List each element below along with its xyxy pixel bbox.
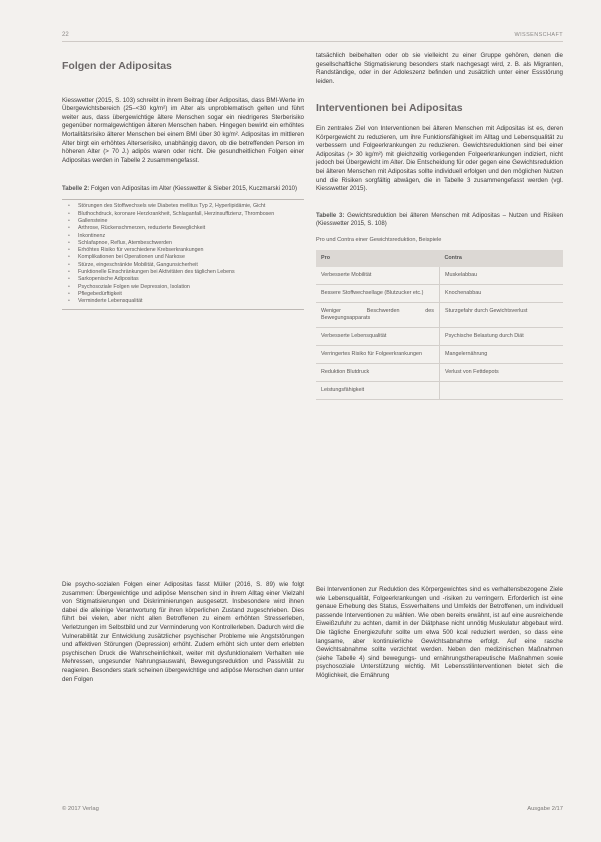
table2-item: • Erhöhtes Risiko für verschiedene Krebserkrankungen bbox=[68, 247, 304, 254]
table3-body bbox=[316, 267, 563, 400]
header-rule bbox=[62, 41, 563, 42]
table3-row bbox=[316, 302, 563, 327]
table3-caption-label: Tabelle 3: bbox=[316, 212, 345, 219]
table3-caption bbox=[316, 212, 563, 228]
table3-cell-contra bbox=[440, 381, 564, 399]
table2-item: • Störungen des Stoffwechsels wie Diabetes mellitus Typ 2, Hyperlipidämie, Gicht bbox=[68, 203, 304, 210]
table3 bbox=[316, 250, 563, 400]
table2-item: • Komplikationen bei Operationen und Narkose bbox=[68, 254, 304, 261]
table2-item: • Verminderte Lebensqualität bbox=[68, 298, 304, 305]
table2-item: • Bluthochdruck, koronare Herzkrankheit, Schlaganfall, Herzinsuffizienz, Thrombosen bbox=[68, 211, 304, 218]
psychosocial-paragraph: Die psycho-sozialen Folgen einer Adipositas fasst Müller (2016, S. 89) wie folgt zusammen: Übergewichtige und adipöse Menschen sind in ihrem Alltag einer Vielzahl von Stigmatisierungen und Diskriminierungen ausgesetzt. Insbesondere wird ihnen dabei die alleinige Verantwortung für ihren körperlichen Zustand zugeschrieben. Dies führt bei vielen, aber nicht allen Betroffenen zu einem erhöhten Stresserleben, Verletzungen im Selbstbild und zur Verminderung von Kontrollerleben. Dadurch wird die Vulnerabilität zur Entwicklung zusätzlicher psychischer Probleme wie Angststörungen und affektiven Störungen (Depression) erhöht. Zudem erhöht sich unter dem erlebten psychischen Druck die Wahrscheinlichkeit, weiter mit dysfunktionalem Verhalten wie Mehressen, ungesunder Nahrungsauswahl, Bewegungsreduktion und Passivität zu reagieren. Besonders stark scheinen übergewichtige und adipöse Menschen dann unter den Folgen bbox=[62, 581, 304, 683]
running-header: WISSENSCHAFT bbox=[514, 32, 563, 38]
table2-caption-text: Folgen von Adipositas im Alter (Kiesswetter & Sieber 2015, Kuczmarski 2010) bbox=[90, 186, 298, 193]
table2-caption bbox=[62, 185, 304, 193]
table2 bbox=[62, 199, 304, 309]
table3-cell-contra: Sturzgefahr durch Gewichtsverlust bbox=[440, 302, 564, 327]
table2-item: • Funktionelle Einschränkungen bei Aktivitäten des täglichen Lebens bbox=[68, 269, 304, 276]
interventions-paragraph: Ein zentrales Ziel von Interventionen bei älteren Menschen mit Adipositas ist es, deren Körpergewicht zu reduzieren, um ihre Funktionsfähigkeit im Alltag und Lebensqualität zu verbessern und Folgeerkrankungen zu reduzieren. Gewichtsreduktionen sind bei einer Adipositas (> 30 kg/m²) mit gleichzeitig vorliegenden Folgeerkrankungen indiziert, nicht jedoch bei Übergewicht im Alter. Die Entscheidung für oder gegen eine Gewichtsreduktion bei älteren Menschen mit Adipositas sollte individuell erfolgen und den möglichen Nutzen und die Risiken sorgfältig abwägen, die in Tabelle 3 zusammengefasst werden (vgl. Kiesswetter 2015). bbox=[316, 124, 563, 193]
table3-row bbox=[316, 327, 563, 345]
table3-row bbox=[316, 345, 563, 363]
table3-cell-pro: Leistungsfähigkeit bbox=[316, 381, 440, 399]
right-column-lower bbox=[316, 586, 563, 681]
table3-cell-pro: Bessere Stoffwechsellage (Blutzucker etc.) bbox=[316, 284, 440, 302]
table3-row bbox=[316, 363, 563, 381]
table2-caption-label: Tabelle 2: bbox=[62, 186, 90, 193]
table2-item: • Psychosoziale Folgen wie Depression, Isolation bbox=[68, 284, 304, 291]
table3-note: Pro und Contra einer Gewichtsreduktion, Beispiele bbox=[316, 236, 442, 243]
intro-paragraph: Kiesswetter (2015, S. 103) schreibt in ihrem Beitrag über Adipositas, dass BMI-Werte im Übergewichtsbereich (25–<30 kg/m²) im Alter als unproblematisch gelten und führt weiter aus, dass übergewichtige ältere Menschen sogar ein niedrigeres Sterberisiko gegenüber normalgewichtigen älteren Menschen haben. Hingegen bewirkt ein erhöhtes Mortalitätsrisiko älterer Menschen bei einem BMI über 30 kg/m². Adipositas im mittleren Alter birgt ein erhöhtes Alterserisiko, unabhängig davon, ob die betreffenden Person im höheren Alter (> 70 J.) adipös waren oder nicht. Die gesundheitlichen Folgen einer Adipositas werden in Tabelle 2 zusammengefasst. bbox=[62, 96, 304, 164]
table3-cell-pro: Reduktion Blutdruck bbox=[316, 363, 440, 381]
table3-cell-contra: Muskelabbau bbox=[440, 267, 564, 285]
table3-row bbox=[316, 381, 563, 399]
section-heading-interventionen: Interventionen bei Adipositas bbox=[316, 102, 463, 115]
footer-copyright: © 2017 Verlag bbox=[62, 806, 99, 812]
table3-cell-contra: Knochenabbau bbox=[440, 284, 564, 302]
right-bottom-paragraph: Bei Interventionen zur Reduktion des Körpergewichtes sind es verhaltensbezogene Ziele wie Lebensqualität, Folgeerkrankungen und -risiken zu verringern. Erforderlich ist eine genaue Erhebung des Status, Essverhaltens und Umfelds der Betroffenen, um individuell passende Interventionen zu wählen. Wie oben bereits erwähnt, ist auf eine ausreichende Eiweißzufuhr zu achten, damit in der Diätphase nicht unnötig Muskulatur abgebaut wird. Die tägliche Energiezufuhr sollte um etwa 500 kcal reduziert werden, so dass eine langsame, aber kontinuierliche Gewichtsabnahme erfolgt. Auf eine rasche Gewichtsabnahme sollte verzichtet werden. Neben den medizinischen Maßnahmen (siehe Tabelle 4) sind bewegungs- und ernährungstherapeutische Maßnahmen sowie psychosoziale Unterstützung wichtig. Mit Lebensstilinterventionen bietet sich die Möglichkeit, die Ernährung bbox=[316, 586, 563, 679]
right-column bbox=[316, 52, 563, 400]
footer-issue: Ausgabe 2/17 bbox=[527, 806, 563, 812]
table3-cell-pro: Verringertes Risiko für Folgeerkrankungen bbox=[316, 345, 440, 363]
table3-row bbox=[316, 284, 563, 302]
table3-caption-text: Gewichtsreduktion bei älteren Menschen mit Adipositas – Nutzen und Risiken (Kiesswetter 2015, S. 108) bbox=[316, 212, 564, 227]
table2-item: • Gallensteine bbox=[68, 218, 304, 225]
table3-header-contra: Contra bbox=[440, 250, 564, 267]
table2-list bbox=[62, 203, 304, 305]
section-heading-folgen: Folgen der Adipositas bbox=[62, 60, 172, 72]
table2-item: • Arthrose, Rückenschmerzen, reduzierte Beweglichkeit bbox=[68, 225, 304, 232]
table3-cell-pro: Verbesserte Mobilität bbox=[316, 267, 440, 285]
table2-item: • Pflegebedürftigkeit bbox=[68, 291, 304, 298]
left-column-lower bbox=[62, 581, 304, 684]
table3-header-row bbox=[316, 250, 563, 267]
table3-cell-pro: Verbesserte Lebensqualität bbox=[316, 327, 440, 345]
table2-item: • Sarkopenische Adipositas bbox=[68, 276, 304, 283]
table3-cell-contra: Psychische Belastung durch Diät bbox=[440, 327, 564, 345]
right-top-paragraph: tatsächlich beibehalten oder ob sie vielleicht zu einer Gruppe gehören, denen die gesellschaftliche Stigmatisierung besonders stark nachgesagt wird, z. B. als Migranten, Randständige, oder in der Adoleszenz befinden und zusätzlich unter einer Essstörung leiden. bbox=[316, 52, 563, 85]
left-column bbox=[62, 62, 304, 310]
table2-item: • Stürze, eingeschränkte Mobilität, Gangunsicherheit bbox=[68, 262, 304, 269]
table3-cell-contra: Verlust von Fettdepots bbox=[440, 363, 564, 381]
table3-header-pro: Pro bbox=[316, 250, 440, 267]
page-number: 22 bbox=[62, 32, 69, 38]
table3-row bbox=[316, 267, 563, 285]
table3-cell-pro: Weniger Beschwerden des Bewegungsapparats bbox=[316, 302, 440, 327]
table2-item: • Inkontinenz bbox=[68, 233, 304, 240]
table3-cell-contra: Mangelernährung bbox=[440, 345, 564, 363]
table2-item: • Schlafapnoe, Reflux, Atembeschwerden bbox=[68, 240, 304, 247]
